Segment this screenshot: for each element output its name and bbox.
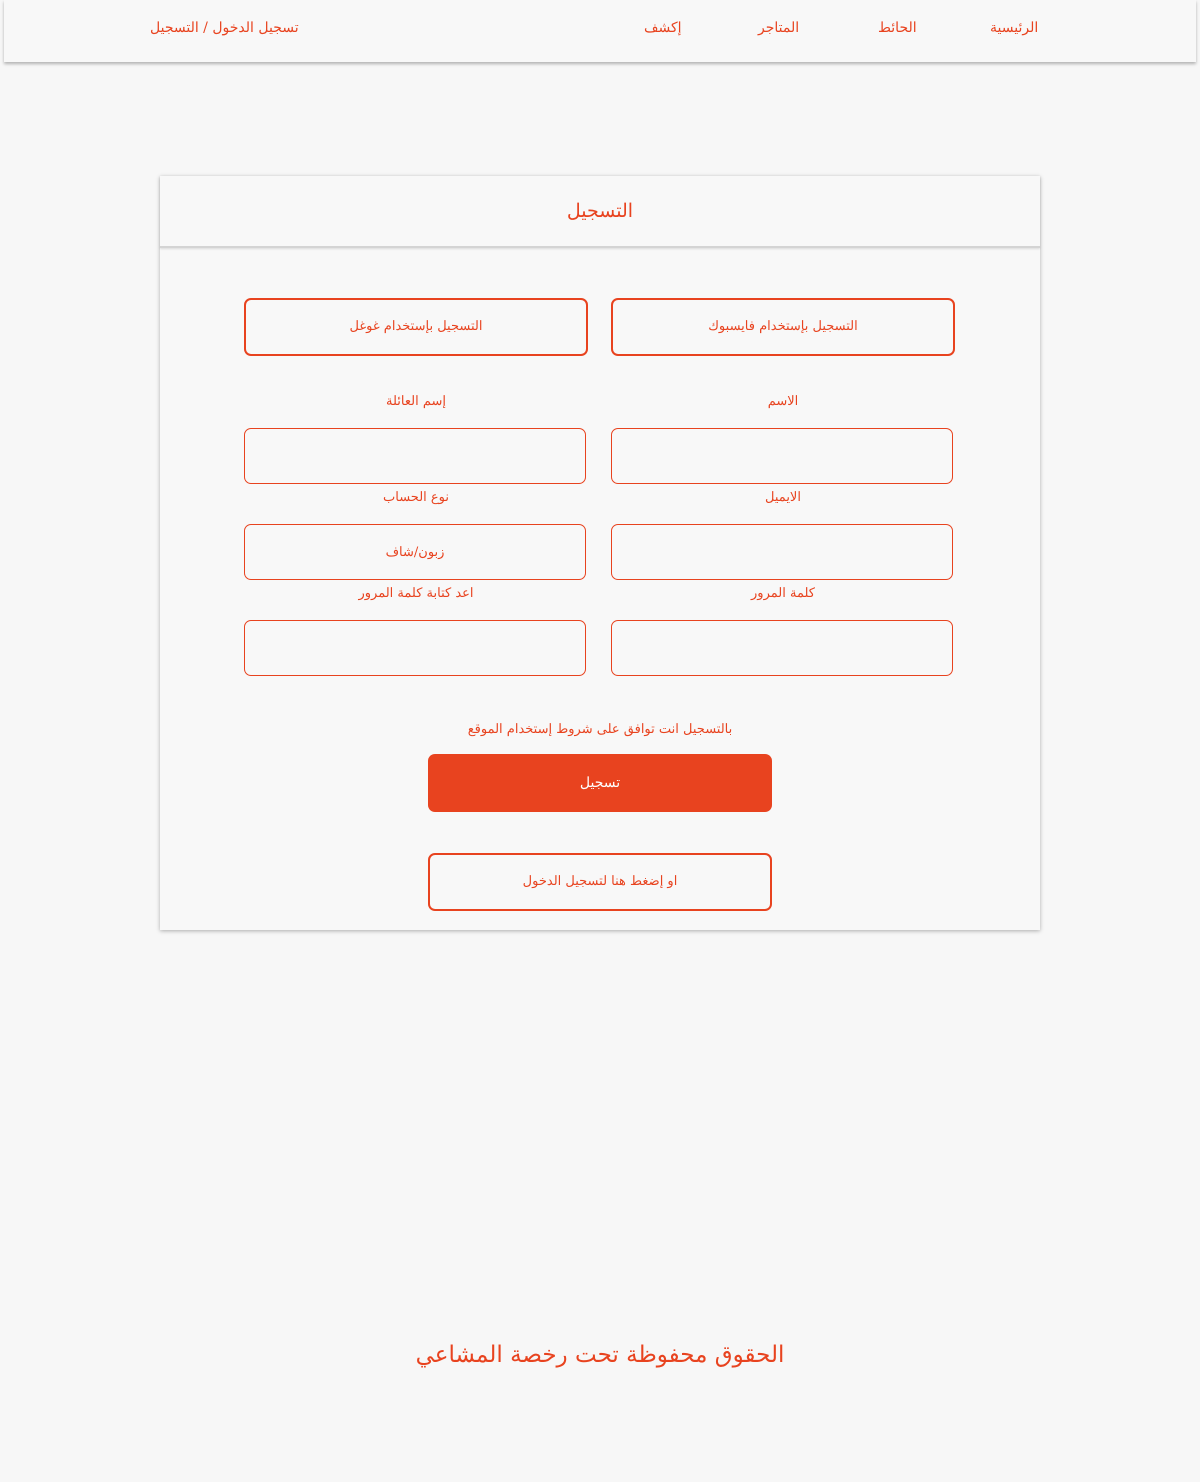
- email-field[interactable]: [611, 524, 953, 580]
- password-label: كلمة المرور: [751, 586, 815, 601]
- facebook-register-button[interactable]: التسجيل بإستخدام فايسبوك: [611, 298, 955, 356]
- password-field[interactable]: [611, 620, 953, 676]
- login-link-button[interactable]: او إضغط هنا لتسجيل الدخول: [428, 853, 772, 911]
- nav-stores-link[interactable]: المتاجر: [758, 20, 800, 36]
- terms-text: بالتسجيل انت توافق على شروط إستخدام الموقع: [467, 722, 733, 737]
- footer-copyright: الحقوق محفوظة تحت رخصة المشاعي: [415, 1342, 785, 1368]
- register-submit-button[interactable]: تسجيل: [428, 754, 772, 812]
- top-navbar: [4, 0, 1196, 62]
- card-title: التسجيل: [160, 176, 1040, 248]
- nav-home-link[interactable]: الرئيسية: [990, 20, 1039, 36]
- last-name-field[interactable]: [244, 428, 586, 484]
- first-name-field[interactable]: [611, 428, 953, 484]
- confirm-password-label: اعد كتابة كلمة المرور: [358, 586, 474, 601]
- google-register-button[interactable]: التسجيل بإستخدام غوغل: [244, 298, 588, 356]
- email-label: الايميل: [765, 490, 801, 505]
- nav-login-register-link[interactable]: تسجيل الدخول / التسجيل: [150, 20, 299, 36]
- account-type-select[interactable]: زبون/شاف: [244, 524, 586, 580]
- nav-wall-link[interactable]: الحائط: [878, 20, 917, 36]
- register-card: [160, 176, 1040, 930]
- confirm-password-field[interactable]: [244, 620, 586, 676]
- nav-explore-link[interactable]: إكشف: [644, 20, 682, 36]
- account-type-label: نوع الحساب: [383, 490, 449, 505]
- first-name-label: الاسم: [767, 394, 799, 409]
- last-name-label: إسم العائلة: [386, 394, 446, 409]
